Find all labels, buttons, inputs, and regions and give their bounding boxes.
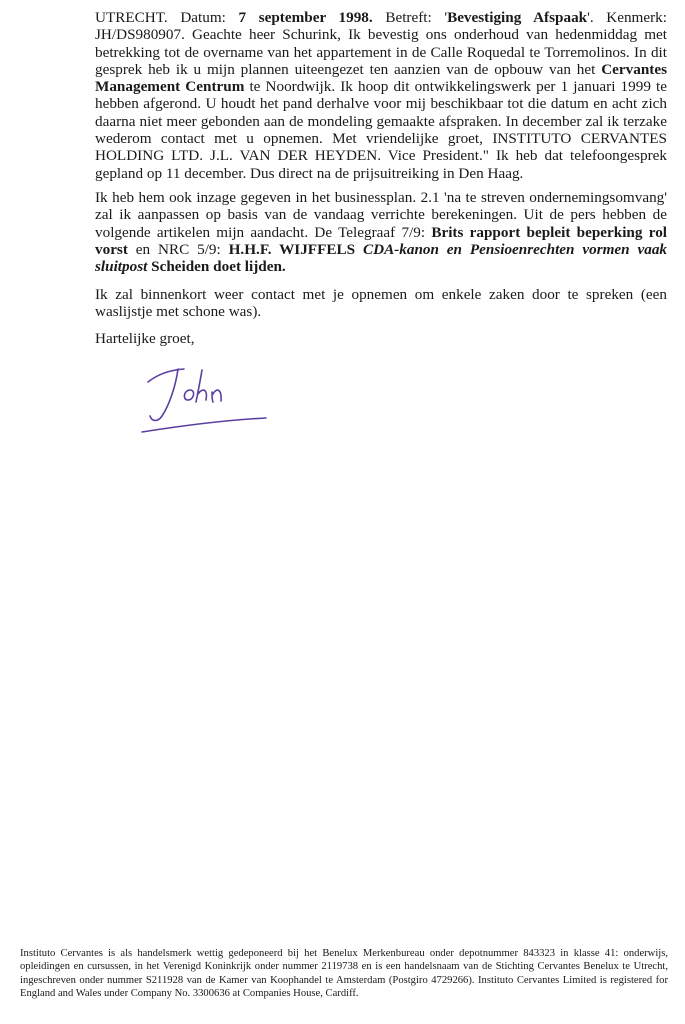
text-segment: '. Kenmerk: JH/DS980907. Geachte heer Schurink, Ik bevestig ons onderhoud van hedenmiddag met betrekking tot de overname van het appartement in de Calle Roquedal te Torremolinos. In dit gesprek heb ik u mijn plannen uiteengezet ten aanzien van de opbouw van het bbox=[95, 9, 667, 78]
letter-closing: Hartelijke groet, bbox=[95, 330, 195, 347]
text-segment: Betreft: ' bbox=[372, 9, 448, 26]
article-author: H.H.F. WIJFFELS bbox=[228, 240, 356, 258]
letter-subject: Bevestiging Afspaak bbox=[447, 9, 588, 26]
article-title: CDA-kanon en Pensioenrechten vormen vaak sluitpost bbox=[95, 240, 668, 276]
text-segment: te Noordwijk. Ik hoop dit ontwikkelingswerk per 1 januari 1999 te hebben afgerond. U houdt het pand derhalve voor mij beschikbaar tot die datum en acht zich daarna niet meer gebonden aan de mondeling gemaakte afspraken. In december zal ik terzake wederom contact met u opnemen. Met vriendelijke groet, INSTITUTO CERVANTES HOLDING LTD. J.L. VAN DER HEYDEN. Vice President." Ik heb dat telefoongesprek gepland op 11 december. Dus direct na de prijsuitreiking in Den Haag. bbox=[95, 78, 667, 182]
text-segment: en NRC 5/9: bbox=[127, 240, 229, 258]
text-segment: UTRECHT. Datum: bbox=[95, 9, 239, 26]
article-title: Brits rapport bepleit beperking rol vorst bbox=[95, 223, 668, 258]
letter-paragraph-3: Ik zal binnenkort weer contact met je opnemen om enkele zaken door te spreken (een waslijstje met schone was). bbox=[95, 286, 667, 321]
text-segment: Ik heb hem ook inzage gegeven in het businessplan. 2.1 'na te streven ondernemingsomvang' zal ik aanpassen op basis van de vandaag verrichte berekeningen. Uit de pers hebben de volgende artikelen mijn aandacht. De Telegraaf 7/9: bbox=[95, 189, 667, 241]
signature-john bbox=[140, 360, 270, 435]
article-title: Scheiden doet lijden. bbox=[151, 258, 286, 276]
text-segment bbox=[355, 241, 363, 258]
letter-paragraph-1 bbox=[95, 9, 667, 182]
centrum-name: Cervantes Management Centrum bbox=[95, 60, 667, 96]
letter-date: 7 september 1998. bbox=[238, 9, 373, 26]
letter-paragraph-2 bbox=[95, 189, 667, 275]
legal-footer: Instituto Cervantes is als handelsmerk wettig gedeponeerd bij het Benelux Merkenbureau onder depotnummer 843323 in klasse 41: onderwijs, opleidingen en cursussen, in het Verenigd Koninkrijk onder nummer 2119738 en is een handelsnaam van de Stichting Cervantes Benelux te Utrecht, ingeschreven onder nummer S211928 van de Kamer van Koophandel te Amsterdam (Postgiro 4729266). Instituto Cervantes Limited is registered for England and Wales under Company No. 3300636 at Companies House, Cardiff. bbox=[20, 948, 668, 999]
